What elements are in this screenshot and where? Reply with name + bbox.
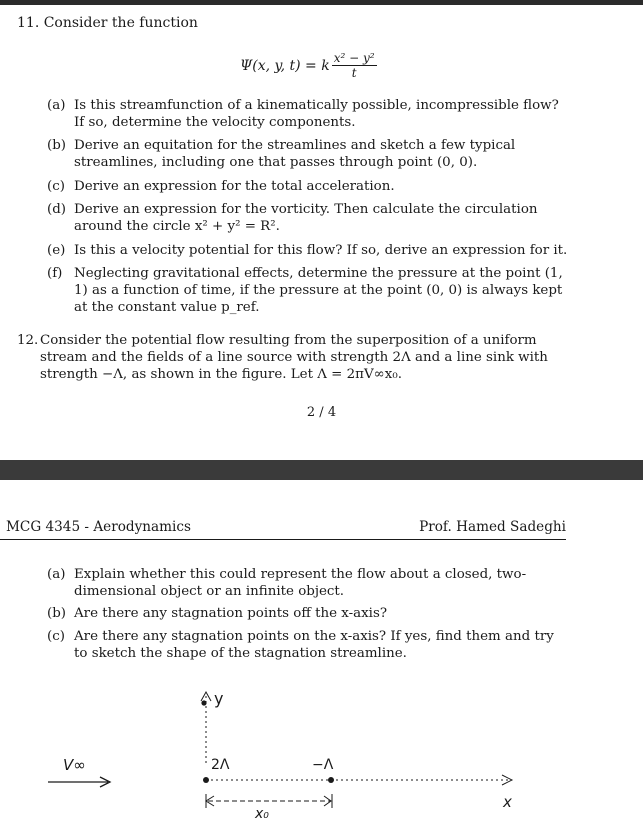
course-title: MCG 4345 - Aerodynamics xyxy=(6,519,191,535)
part-text: Is this streamfunction of a kinematically possible, incompressible flow? If so, determine the velocity components. xyxy=(74,98,559,130)
q11-part-d xyxy=(47,201,570,235)
page-number: 2 / 4 xyxy=(306,405,337,420)
part-text: Are there any stagnation points off the x-axis? xyxy=(74,606,387,621)
distance-label: x₀ xyxy=(255,806,269,819)
question-text: Consider the potential flow resulting from the superposition of a uniform stream and the fields of a line source with strength 2Λ and a line sink with strength −Λ, as shown in the figure. Let Λ = 2πV∞x₀. xyxy=(40,333,548,382)
sink-strength-label: −Λ xyxy=(312,757,334,773)
part-label: (a) xyxy=(47,567,66,582)
part-text: Are there any stagnation points on the x-axis? If yes, find them and try to sketch the shape of the stagnation streamline. xyxy=(74,629,554,661)
page-2 xyxy=(0,5,643,460)
q11-part-a xyxy=(47,97,570,131)
q11-part-b xyxy=(47,137,570,171)
part-label: (f) xyxy=(47,266,63,281)
part-text: Derive an equitation for the streamlines and sketch a few typical streamlines, including one that passes through point (0, 0). xyxy=(74,138,516,170)
part-label: (c) xyxy=(47,179,65,194)
freestream-label: V∞ xyxy=(63,756,86,774)
question-number: 12. xyxy=(17,333,39,348)
page-header xyxy=(0,517,566,540)
question-intro: Consider the function xyxy=(43,15,198,31)
q12-part-a xyxy=(47,566,570,600)
part-text: Explain whether this could represent the flow about a closed, two-dimensional object or an infinite object. xyxy=(74,567,527,599)
question-number: 11. xyxy=(17,15,40,31)
q11-part-e xyxy=(47,242,570,259)
equation-fraction xyxy=(332,51,377,80)
part-label: (b) xyxy=(47,138,67,153)
origin-dot xyxy=(201,700,206,705)
x-axis xyxy=(206,775,512,785)
part-label: (e) xyxy=(47,243,66,258)
professor-name: Prof. Hamed Sadeghi xyxy=(419,519,566,535)
distance-dimension xyxy=(206,794,332,808)
q12-part-c xyxy=(47,628,570,662)
source-strength-label: 2Λ xyxy=(211,757,230,773)
part-label: (a) xyxy=(47,98,66,113)
part-label: (c) xyxy=(47,629,65,644)
q11-part-c xyxy=(47,178,570,195)
equation-lhs: Ψ(x, y, t) = k xyxy=(240,57,330,74)
equation-numerator: x² − y² xyxy=(333,51,375,65)
q11-part-f xyxy=(47,265,570,316)
x-axis-label: x xyxy=(503,793,512,811)
source-point xyxy=(203,777,209,783)
question-12 xyxy=(17,332,577,383)
q12-part-b xyxy=(47,605,570,622)
part-label: (b) xyxy=(47,606,67,621)
part-label: (d) xyxy=(47,202,67,217)
equation-denominator: t xyxy=(351,66,357,80)
y-axis-label: y xyxy=(214,689,224,708)
part-text: Neglecting gravitational effects, determine the pressure at the point (1, 1) as a function of time, if the pressure at the point (0, 0) is always kept at the constant value p_ref. xyxy=(74,266,563,315)
part-text: Derive an expression for the total acceleration. xyxy=(74,179,395,194)
flow-figure xyxy=(0,680,643,819)
sink-point xyxy=(328,777,334,783)
part-text: Is this a velocity potential for this flow? If so, derive an expression for it. xyxy=(74,243,568,258)
question-11-heading xyxy=(17,15,198,31)
streamfunction-equation xyxy=(240,51,377,80)
freestream-arrow xyxy=(48,777,110,787)
part-text: Derive an expression for the vorticity. Then calculate the circulation around the circle x² + y² = R². xyxy=(74,202,538,234)
page-3 xyxy=(0,480,643,819)
page-gap xyxy=(0,460,643,480)
